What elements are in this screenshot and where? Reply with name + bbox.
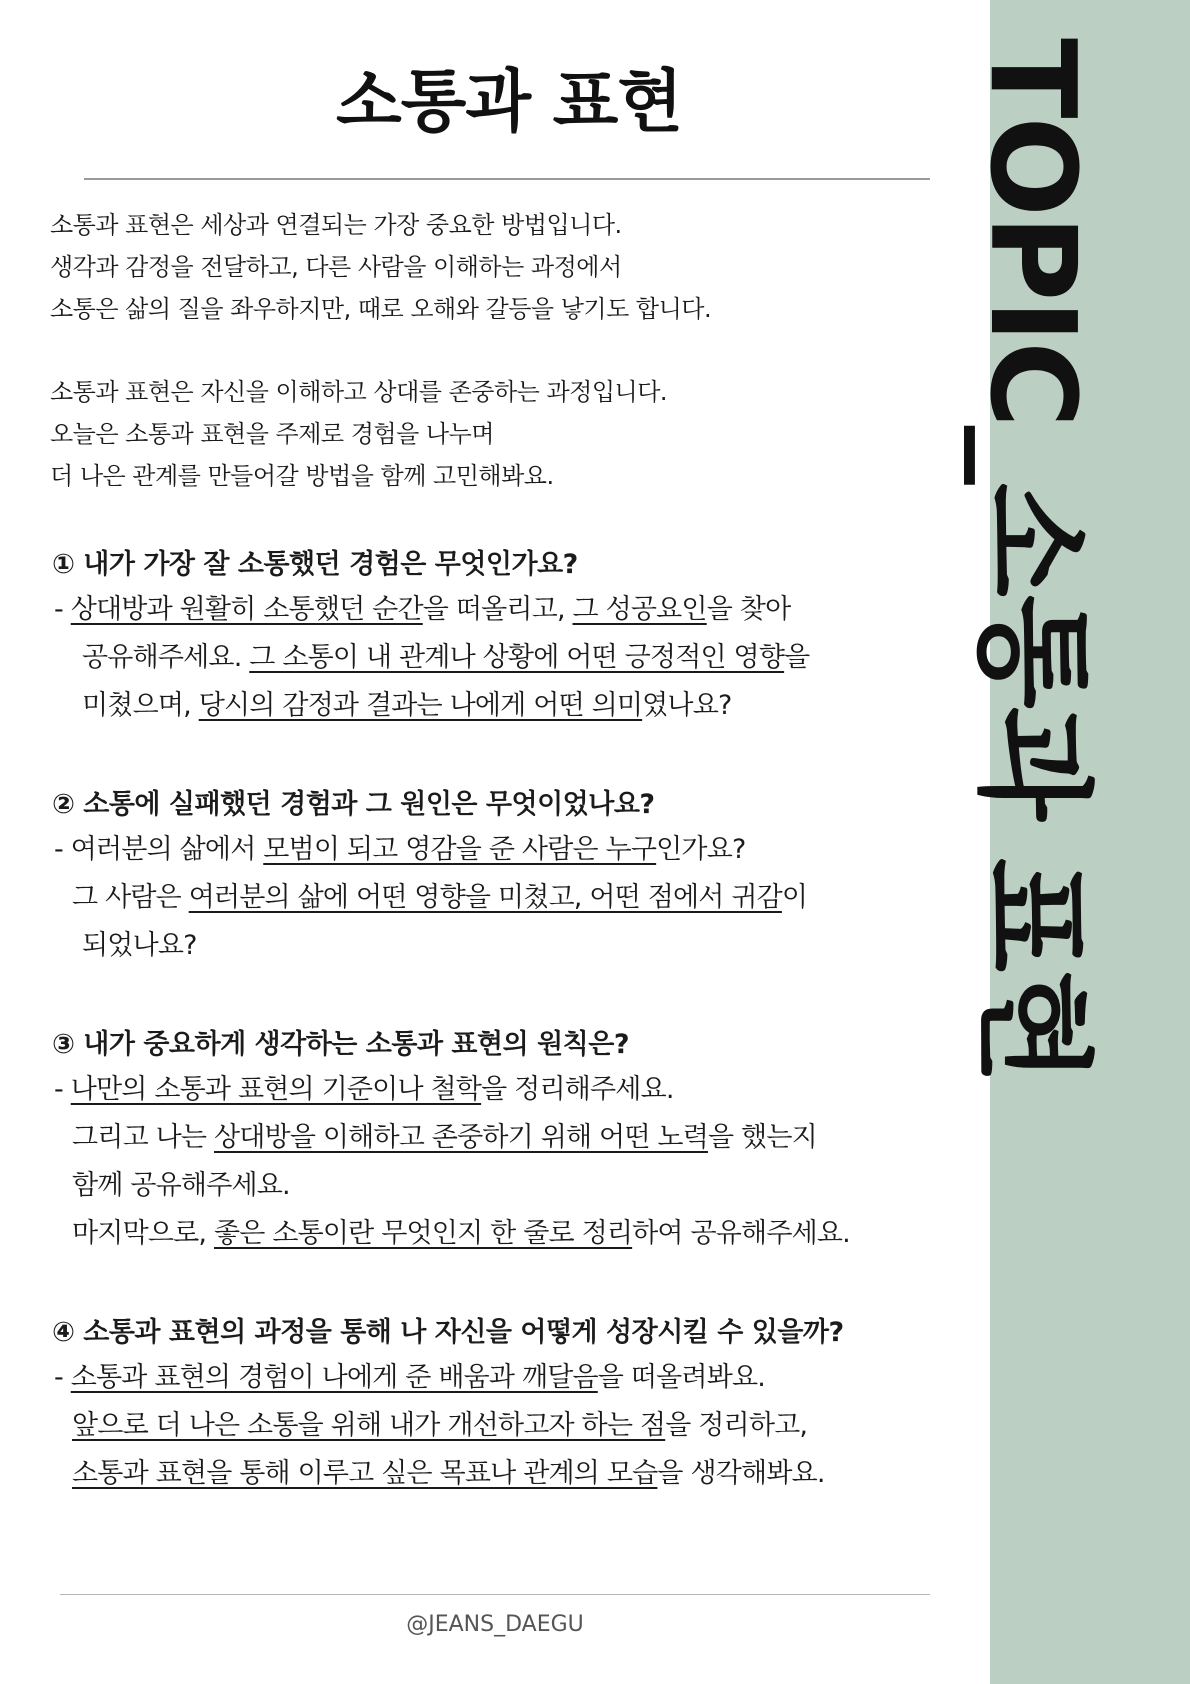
question-2-body — [54, 826, 807, 970]
text-segment: 을 했는지 — [707, 1122, 817, 1153]
question-1-body — [54, 586, 809, 730]
intro-line: 소통과 표현은 자신을 이해하고 상대를 존중하는 과정입니다. — [50, 378, 668, 406]
underlined-phrase: 여러분의 삶에 어떤 영향을 미쳤고, 어떤 점에서 귀감 — [188, 882, 782, 913]
text-segment: 을 정리하고, — [665, 1410, 808, 1441]
text-segment: - — [54, 594, 71, 625]
intro-line: 생각과 감정을 전달하고, 다른 사람을 이해하는 과정에서 — [50, 253, 622, 281]
text-segment: 하여 공유해주세요. — [632, 1218, 850, 1249]
intro-line: 더 나은 관계를 만들어갈 방법을 함께 고민해봐요. — [50, 462, 554, 490]
text-segment: 그 사람은 — [72, 882, 189, 913]
underlined-phrase: 모범이 되고 영감을 준 사람은 누구 — [263, 834, 657, 865]
text-segment: 였나요? — [642, 690, 732, 721]
underlined-phrase: 상대방과 원활히 소통했던 순간 — [70, 594, 423, 625]
text-segment: 공유해주세요. — [82, 642, 250, 673]
page-title: 소통과 표현 — [335, 63, 683, 142]
text-segment: 을 생각해봐요. — [657, 1458, 825, 1489]
question-line — [54, 874, 807, 922]
text-segment: 인가요? — [656, 834, 746, 865]
text-segment: 함께 공유해주세요. — [72, 1170, 290, 1201]
text-segment: 미쳤으며, — [82, 690, 199, 721]
intro-paragraph-1 — [50, 204, 950, 330]
underlined-phrase: 그 소통이 내 관계나 상황에 어떤 긍정적인 영향 — [249, 642, 785, 673]
text-segment: 그리고 나는 — [72, 1122, 214, 1153]
question-line — [54, 1354, 825, 1402]
question-line — [54, 1066, 850, 1114]
text-segment: - — [54, 1074, 71, 1105]
intro-paragraph-2 — [50, 371, 950, 497]
question-line — [54, 682, 809, 730]
underlined-phrase: 앞으로 더 나은 소통을 위해 내가 개선하고자 하는 점 — [72, 1410, 666, 1441]
footer-handle: @JEANS_DAEGU — [406, 1612, 584, 1637]
question-line — [54, 1162, 850, 1210]
intro-line: 소통은 삶의 질을 좌우하지만, 때로 오해와 갈등을 낳기도 합니다. — [50, 295, 712, 323]
footer-divider — [60, 1594, 930, 1595]
underlined-phrase: 상대방을 이해하고 존중하기 위해 어떤 노력 — [213, 1122, 708, 1153]
text-segment: - — [54, 1362, 71, 1393]
question-3-title: ③ 내가 중요하게 생각하는 소통과 표현의 원칙은? — [52, 1029, 629, 1060]
intro-line: 소통과 표현은 세상과 연결되는 가장 중요한 방법입니다. — [50, 211, 622, 239]
underlined-phrase: 당시의 감정과 결과는 나에게 어떤 의미 — [198, 690, 643, 721]
question-line — [54, 1402, 825, 1450]
question-line — [54, 586, 809, 634]
text-segment: 을 떠올려봐요. — [597, 1362, 766, 1393]
question-4-title: ④ 소통과 표현의 과정을 통해 나 자신을 어떻게 성장시킬 수 있을까? — [52, 1317, 844, 1348]
side-topic-title: TOPIC_소통과 표현 — [964, 38, 1102, 1082]
text-segment: 을 정리해주세요. — [481, 1074, 674, 1105]
question-1-title: ① 내가 가장 잘 소통했던 경험은 무엇인가요? — [52, 549, 578, 580]
question-line — [54, 826, 807, 874]
text-segment: 을 떠올리고, — [422, 594, 573, 625]
question-line — [54, 1114, 850, 1162]
text-segment: 마지막으로, — [72, 1218, 214, 1249]
text-segment: 되었나요? — [82, 930, 197, 961]
text-segment: 을 찾아 — [706, 594, 791, 625]
intro-line: 오늘은 소통과 표현을 주제로 경험을 나누며 — [50, 420, 494, 448]
text-segment: 을 — [784, 642, 810, 673]
underlined-phrase: 소통과 표현의 경험이 나에게 준 배움과 깨달음 — [70, 1362, 598, 1393]
question-line — [54, 1210, 850, 1258]
question-line — [54, 634, 809, 682]
question-line — [54, 922, 807, 970]
question-2-title: ② 소통에 실패했던 경험과 그 원인은 무엇이었나요? — [52, 789, 655, 820]
question-3-body — [54, 1066, 850, 1258]
underlined-phrase: 나만의 소통과 표현의 기준이나 철학 — [70, 1074, 482, 1105]
text-segment: - 여러분의 삶에서 — [54, 834, 264, 865]
question-line — [54, 1450, 825, 1498]
title-divider — [84, 178, 930, 180]
underlined-phrase: 그 성공요인 — [572, 594, 707, 625]
underlined-phrase: 좋은 소통이란 무엇인지 한 줄로 정리 — [213, 1218, 633, 1249]
underlined-phrase: 소통과 표현을 통해 이루고 싶은 목표나 관계의 모습 — [72, 1458, 658, 1489]
question-4-body — [54, 1354, 825, 1498]
text-segment: 이 — [781, 882, 808, 913]
